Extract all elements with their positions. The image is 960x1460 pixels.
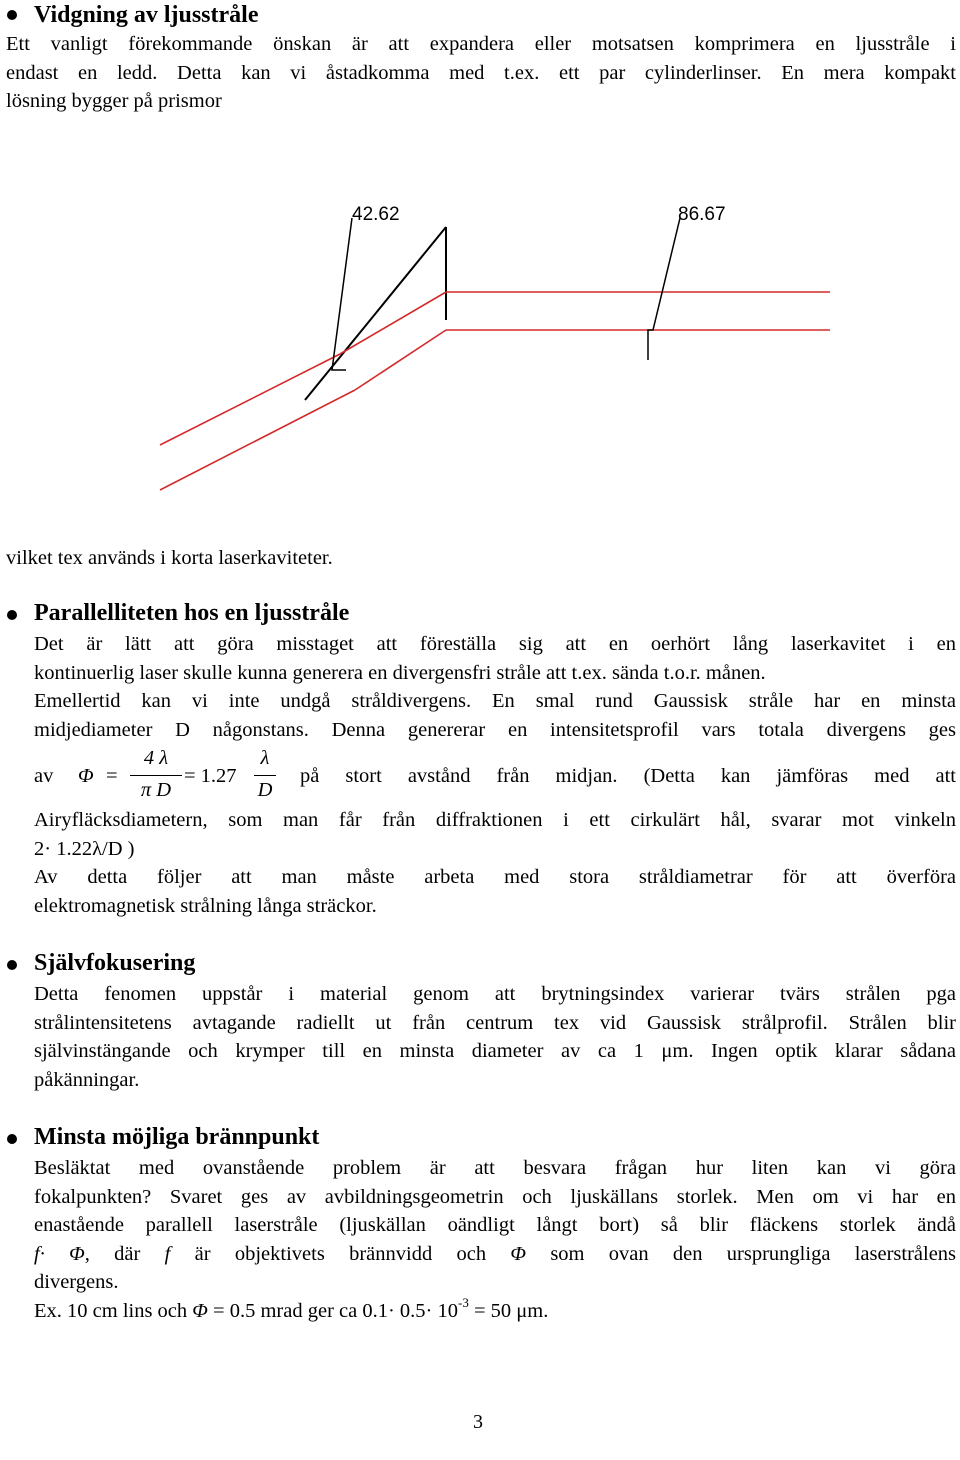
symbol-dot-phi: · Φ (39, 1242, 85, 1265)
bullet-icon (7, 1134, 17, 1144)
symbol-phi: Φ (510, 1242, 527, 1265)
paragraph-parallellitet (34, 630, 956, 744)
prism (305, 227, 446, 400)
text-fragment: Ex. 10 cm lins och (34, 1299, 188, 1322)
text-line: Detta fenomen uppstår i material genom att brytningsindex varierar tvärs strålen pga (34, 983, 956, 1005)
bullet-icon (7, 10, 17, 20)
heading-vidgning: Vidgning av ljusstråle (34, 2, 259, 28)
formula-phi: Φ (78, 765, 94, 787)
paragraph-vidgning (6, 30, 956, 116)
bullet-icon (7, 960, 17, 970)
text-line: midjediameter D någonstans. Denna genererar en intensitetsprofil vars totala divergens ges (34, 718, 956, 741)
angle-pointer-right (648, 218, 680, 360)
text-line: Emellertid kan vi inte undgå stråldivergens. En smal rund Gaussisk stråle har en minsta (34, 690, 956, 712)
text-line: Det är lätt att göra misstaget att föreställa sig att en oerhört lång laserkavitet i en (34, 633, 956, 655)
formula-denominator-1: π D (140, 779, 172, 801)
refracted-beam-lower (355, 330, 446, 390)
symbol-f: f (34, 1242, 40, 1265)
text-fragment: som ovan den ursprungliga laserstrålens (550, 1242, 957, 1265)
text-line-focal (34, 1240, 956, 1269)
text-line: lösning bygger på prismor (6, 90, 222, 112)
formula-equals: = (106, 765, 118, 787)
text-line: påkänningar. (34, 1068, 140, 1091)
symbol-f: f (164, 1242, 171, 1265)
formula-numerator-2: λ (260, 747, 270, 769)
formula-suffix (300, 762, 956, 791)
prism-diagram (150, 190, 830, 500)
text-line: elektromagnetisk strålning långa sträckor. (34, 894, 377, 917)
text-fragment: , där (84, 1242, 141, 1265)
text-line: divergens. (34, 1271, 119, 1293)
refracted-beam-upper (340, 292, 446, 354)
symbol-phi: Φ (192, 1299, 208, 1322)
text-line: enastående parallell laserstråle (ljuskällan oändligt långt bort) så blir fläckens storlek ändå (34, 1214, 956, 1236)
formula-denominator-2: D (257, 779, 273, 801)
text-line: 2· 1.22λ/D ) (34, 837, 135, 860)
text-line: på stort avstånd från midjan. (Detta kan jämföras med att (300, 765, 956, 787)
text-line: Besläktat med ovanstående problem är att besvara frågan hur liten kan vi göra (34, 1157, 956, 1179)
text-fragment: = 50 μm. (473, 1299, 549, 1322)
paragraph-brannpunkt (34, 1154, 956, 1325)
text-line: fokalpunkten? Svaret ges av avbildningsgeometrin och ljuskällans storlek. Men om vi har en (34, 1185, 956, 1208)
example-line (34, 1294, 956, 1326)
formula-equals-coefficient: = 1.27 (184, 765, 237, 787)
text-fragment: är objektivets brännvidd och (194, 1242, 487, 1265)
angle-label-left: 42.62 (352, 204, 400, 225)
incoming-beam-upper (160, 354, 340, 445)
text-line: endast en ledd. Detta kan vi åstadkomma med t.ex. ett par cylinderlinser. En mera kompakt (6, 61, 956, 84)
heading-brannpunkt: Minsta möjliga brännpunkt (34, 1124, 320, 1150)
paragraph-sjalvfokusering (34, 980, 956, 1094)
formula-numerator-1: 4 λ (143, 747, 169, 769)
angle-label-right: 86.67 (678, 204, 726, 225)
paragraph-airy (34, 806, 956, 920)
exponent: -3 (458, 1294, 469, 1310)
text-line: Av detta följer att man måste arbeta med stora stråldiametrar för att överföra (34, 866, 956, 888)
heading-parallellitet: Parallelliteten hos en ljusstråle (34, 600, 350, 626)
heading-sjalvfokusering: Självfokusering (34, 950, 196, 976)
text-line: Airyfläcksdiametern, som man får från diffraktionen i ett cirkulärt hål, svarar mot vinkeln (34, 809, 956, 831)
formula-prefix: av (34, 765, 54, 787)
text-fragment: = 0.5 mrad ger ca 0.1· 0.5· 10 (213, 1299, 458, 1322)
paragraph-after-figure (6, 544, 956, 573)
prism-hypotenuse (305, 227, 446, 400)
text-line: självinstängande och krymper till en minsta diameter av ca 1 μm. Ingen optik klarar sådana (34, 1040, 956, 1062)
bullet-icon (7, 610, 17, 620)
text-line: kontinuerlig laser skulle kunna generera en divergensfri stråle att t.ex. sända t.o.r. månen. (34, 661, 766, 684)
text-line: vilket tex används i korta laserkaviteter. (6, 547, 333, 569)
text-line: strålintensitetens avtagande radiellt ut från centrum tex vid Gaussisk strålprofil. Strålen blir (34, 1011, 956, 1034)
text-line: Ett vanligt förekommande önskan är att expandera eller motsatsen komprimera en ljusstråle i (6, 33, 956, 55)
page-number: 3 (473, 1411, 483, 1433)
incoming-beam-lower (160, 390, 355, 490)
